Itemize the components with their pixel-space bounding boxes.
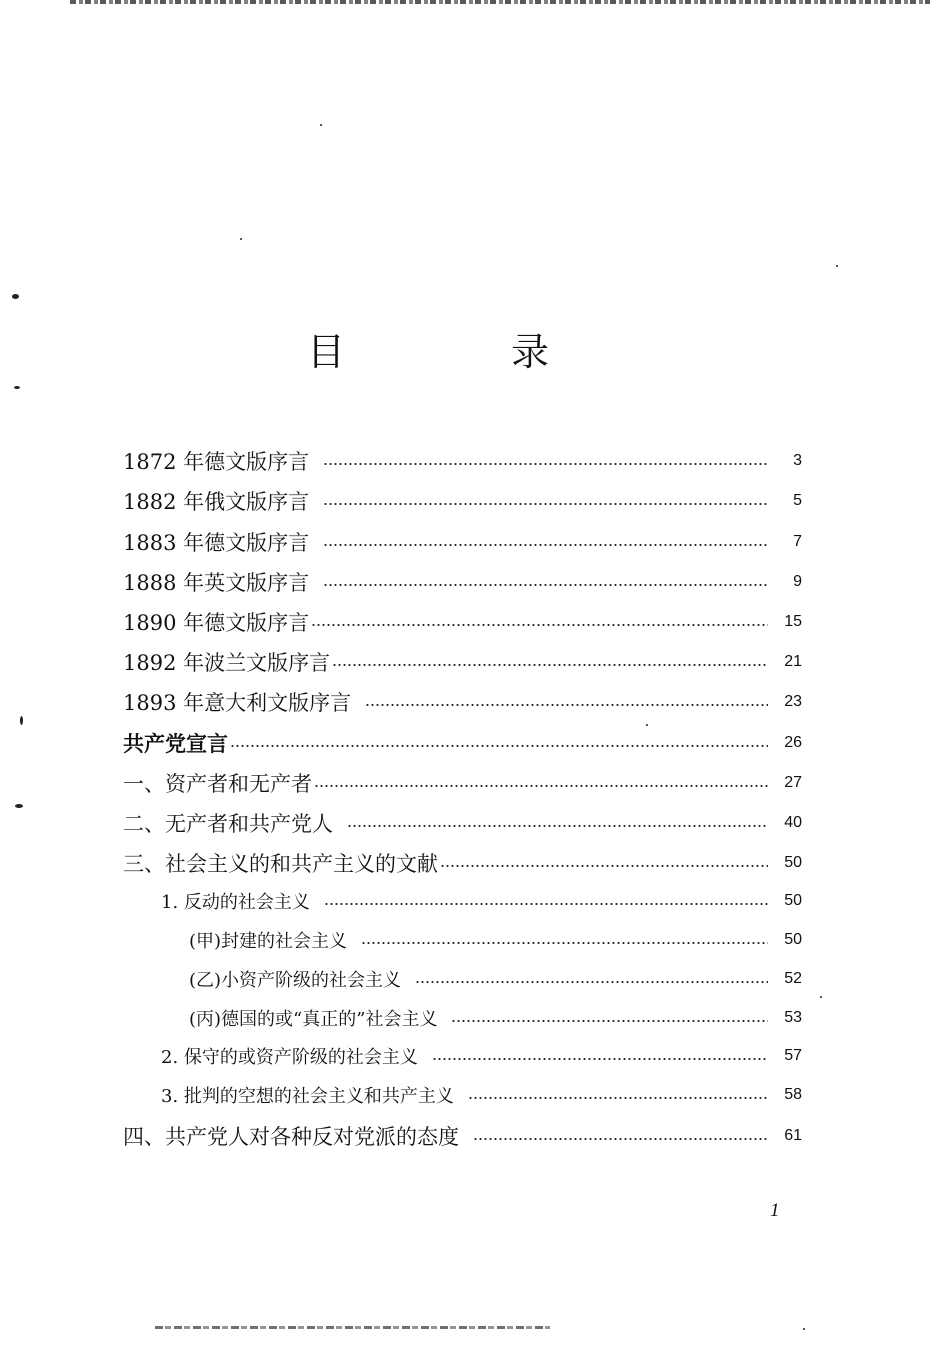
toc-entry-title: 1872 年德文版序言 (123, 450, 310, 474)
toc-leader-dots (468, 1097, 768, 1099)
toc-entry[interactable] (123, 486, 802, 516)
scan-artifact-bottom (155, 1326, 550, 1329)
toc-entry-page: 26 (784, 734, 802, 751)
toc-entry-title: 共产党宣言 (123, 731, 228, 756)
toc-entry-title: 1. 反动的社会主义 (161, 892, 310, 913)
toc-entry[interactable] (161, 1041, 802, 1071)
toc-leader-dots (347, 825, 768, 827)
toc-entry-title: 1883 年德文版序言 (123, 531, 310, 555)
toc-entry-title: 1882 年俄文版序言 (123, 490, 310, 514)
toc-entry-page: 58 (784, 1086, 802, 1103)
toc-entry-title: (丙)德国的或“真正的”社会主义 (189, 1009, 438, 1030)
toc-entry[interactable] (123, 848, 802, 878)
toc-entry[interactable] (189, 925, 802, 955)
toc-entry[interactable] (123, 808, 802, 838)
toc-entry-page: 52 (784, 970, 802, 987)
toc-entry-page: 50 (784, 931, 802, 948)
toc-leader-dots (314, 785, 768, 787)
toc-leader-dots (451, 1020, 768, 1022)
toc-entry[interactable] (161, 1080, 802, 1110)
page-number: 1 (770, 1200, 780, 1221)
toc-leader-dots (415, 981, 768, 983)
toc-entry[interactable] (123, 527, 802, 557)
toc-leader-dots (323, 544, 768, 546)
toc-entry[interactable] (123, 1121, 802, 1151)
scan-speck (803, 1328, 805, 1330)
toc-entry-title: 3. 批判的空想的社会主义和共产主义 (161, 1086, 454, 1107)
toc-entry[interactable] (189, 1003, 802, 1033)
toc-entry-page: 57 (784, 1047, 802, 1064)
toc-entry-title: 四、共产党人对各种反对党派的态度 (123, 1125, 459, 1149)
toc-leader-dots (473, 1138, 768, 1140)
toc-entry-title: 三、社会主义的和共产主义的文献 (123, 852, 438, 876)
toc-entry-page: 61 (784, 1127, 802, 1144)
toc-entry-title: 1888 年英文版序言 (123, 571, 310, 595)
toc-leader-dots (311, 624, 768, 626)
toc-entry-page: 3 (793, 452, 802, 469)
toc-entry-page: 40 (784, 814, 802, 831)
toc-entry[interactable] (123, 446, 802, 476)
toc-entry-title: (甲)封建的社会主义 (189, 931, 348, 952)
toc-entry-page: 23 (784, 693, 802, 710)
toc-entry[interactable] (189, 964, 802, 994)
toc-entry-title: 一、资产者和无产者 (123, 772, 312, 796)
toc-entry-page: 7 (793, 533, 802, 550)
toc-leader-dots (432, 1058, 768, 1060)
toc-leader-dots (332, 664, 768, 666)
toc-entry-title: 1893 年意大利文版序言 (123, 691, 352, 715)
toc-entry[interactable] (123, 647, 802, 677)
toc-entry-page: 50 (784, 854, 802, 871)
toc-entry-page: 53 (784, 1009, 802, 1026)
toc-leader-dots (323, 503, 768, 505)
toc-leader-dots (440, 865, 768, 867)
toc-entry-page: 5 (793, 492, 802, 509)
toc-entry[interactable] (123, 768, 802, 798)
toc-leader-dots (323, 584, 768, 586)
toc-leader-dots (230, 745, 768, 747)
toc-entry-page: 15 (784, 613, 802, 630)
toc-entry-title: 1890 年德文版序言 (123, 611, 310, 635)
toc-entry-page: 27 (784, 774, 802, 791)
toc-entry[interactable] (123, 687, 802, 717)
toc-entry[interactable] (123, 728, 802, 758)
toc-entry[interactable] (123, 567, 802, 597)
toc-leader-dots (323, 463, 768, 465)
toc-entry-title: 二、无产者和共产党人 (123, 812, 333, 836)
toc-leader-dots (361, 942, 768, 944)
toc-entry-title: 1892 年波兰文版序言 (123, 651, 331, 675)
toc-entry-page: 9 (793, 573, 802, 590)
toc-entry-page: 21 (784, 653, 802, 670)
toc-leader-dots (365, 704, 768, 706)
toc-entry[interactable] (161, 886, 802, 916)
toc-entry[interactable] (123, 607, 802, 637)
toc-entry-page: 50 (784, 892, 802, 909)
page-title: 目 录 (306, 330, 613, 375)
toc-entry-title: (乙)小资产阶级的社会主义 (189, 970, 402, 991)
toc-entry-title: 2. 保守的或资产阶级的社会主义 (161, 1047, 418, 1068)
toc-leader-dots (324, 903, 768, 905)
